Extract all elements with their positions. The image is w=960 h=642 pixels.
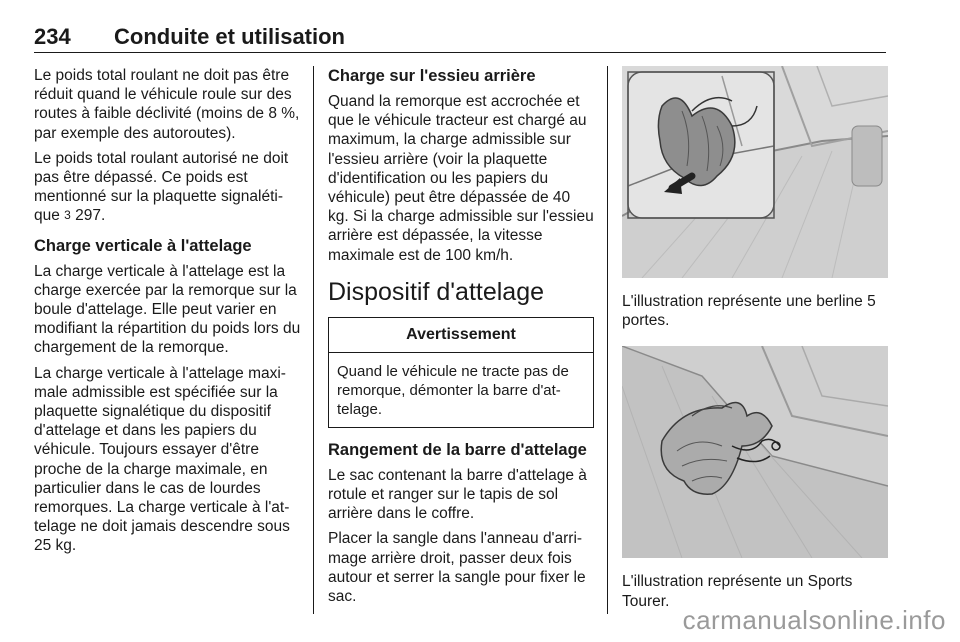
paragraph-storage-strap: Placer la sangle dans l'anneau d'arri- mage arrière droit, passer deux fois autour et serrer la sangle pour fixer le sac.: [328, 530, 586, 606]
page-number: 234: [34, 24, 71, 49]
page-header: [34, 22, 886, 53]
paragraph-gross-weight-slope: Le poids total roulant ne doit pas être réduit quand le véhicule roule sur des routes à faible déclivité (moins de 8 %, par exemple des autoroutes).: [34, 67, 300, 142]
paragraph-storage-bag: Le sac contenant la barre d'attelage à rotule et ranger sur le tapis de sol arrière dans le coffre.: [328, 466, 587, 523]
warning-box: [328, 317, 594, 428]
column-left: [34, 66, 302, 562]
column-divider-2: [607, 66, 608, 614]
heading-towing-device: Dispositif d'attelage: [328, 277, 545, 306]
heading-vertical-load: Charge verticale à l'attelage: [34, 236, 252, 255]
paragraph-vertical-load-def: La charge verticale à l'attelage est la charge exercée par la remorque sur la boule d'attelage. Elle peut varier en modifiant la répartition du poids lors du chargement de la remorque.: [34, 262, 301, 357]
paragraph-gross-weight-limit: Le poids total roulant autorisé ne doit pas être dépassé. Ce poids est mentionné sur la plaquette signaléti- que 3 297.: [34, 149, 289, 225]
paragraph-rear-axle: Quand la remorque est accrochée et que le véhicule tracteur est chargé au maximum, la charge admissible sur l'essieu arrière (voir la plaquette d'identification ou les papiers du véhicule) peut être dépassée de 40 kg. Si la charge admissible sur l'essieu arrière est dépassée, la vitesse maximale est de 100 km/h.: [328, 93, 594, 264]
paragraph-vertical-load-max: La charge verticale à l'attelage maxi- male admissible est spécifiée sur la plaquette signalétique du dispositif d'attelage et dans les papiers du véhicule. Toujours essayer d'être proche de la charge maximale, en particulier dans le cas de lourdes remorques. La charge verticale à l'at- telage ne doit jamais descendre sous 25 kg.: [34, 364, 290, 555]
warning-body: Quand le véhicule ne tracte pas de remorque, démonter la barre d'at- telage.: [337, 362, 569, 418]
chapter-title: Conduite et utilisation: [114, 24, 345, 49]
column-divider-1: [313, 66, 314, 614]
page-ref-link[interactable]: 297.: [70, 207, 106, 225]
figure-sports-tourer-trunk: [622, 346, 888, 558]
watermark: carmanualsonline.info: [682, 605, 946, 635]
heading-storage: Rangement de la barre d'attelage: [328, 440, 587, 459]
warning-title: Avertissement: [329, 318, 593, 353]
figure-hatchback-trunk: [622, 66, 888, 278]
column-right: [622, 66, 890, 617]
caption-sports-tourer: L'illustration représente un Sports Tourer.: [622, 573, 853, 610]
sports-tourer-trunk-illustration: [622, 346, 888, 558]
page-ref-icon: 3: [64, 208, 71, 223]
hatchback-trunk-illustration: [622, 66, 888, 278]
heading-rear-axle: Charge sur l'essieu arrière: [328, 67, 536, 85]
caption-hatchback: L'illustration représente une berline 5 portes.: [622, 293, 876, 330]
column-middle: [328, 66, 594, 612]
